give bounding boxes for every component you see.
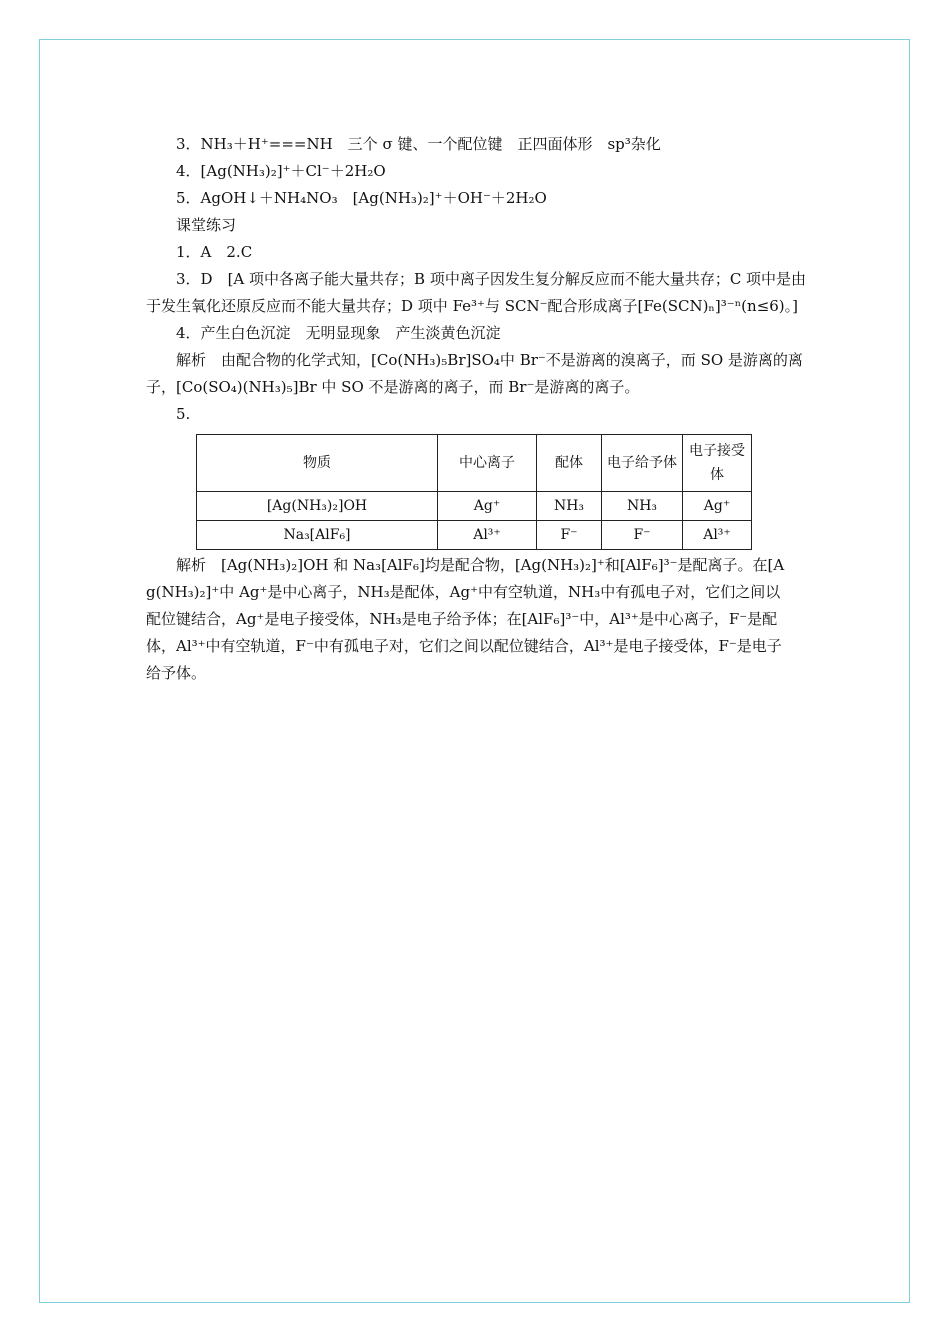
exercise-answer-4: 4．产生白色沉淀 无明显现象 产生淡黄色沉淀	[176, 324, 501, 342]
header-donor: 电子给予体	[602, 435, 683, 492]
exercise-answer-1-2: 1．A 2.C	[176, 243, 253, 261]
header-central-ion: 中心离子	[438, 435, 537, 492]
cell: [Ag(NH₃)₂]OH	[197, 492, 438, 521]
answer-line-4: 4．[Ag(NH₃)₂]⁺＋Cl⁻＋2H₂O	[176, 162, 386, 180]
cell: Ag⁺	[683, 492, 752, 521]
table-container	[196, 434, 816, 550]
cell: Na₃[AlF₆]	[197, 521, 438, 550]
cell: F⁻	[537, 521, 602, 550]
header-substance: 物质	[197, 435, 438, 492]
section-heading: 课堂练习	[176, 216, 237, 234]
cell: F⁻	[602, 521, 683, 550]
cell: NH₃	[537, 492, 602, 521]
exercise-answer-5: 5.	[176, 405, 191, 423]
table-row	[197, 492, 752, 521]
answer-line-3: 3．NH₃＋H⁺===NH 三个 σ 键、一个配位键 正四面体形 sp³杂化	[176, 135, 661, 153]
header-acceptor: 电子接受体	[683, 435, 752, 492]
cell: Al³⁺	[683, 521, 752, 550]
complex-table	[196, 434, 752, 550]
cell: Ag⁺	[438, 492, 537, 521]
exercise-answer-3: 3．D [A 项中各离子能大量共存；B 项中离子因发生复分解反应而不能大量共存；C 项中是由于发生氧化还原反应而不能大量共存；D 项中 Fe³⁺与 SCN⁻配合形成离子[Fe(SCN)ₙ]³⁻ⁿ(n≤6)。]	[146, 270, 807, 315]
analysis-5: 解析 [Ag(NH₃)₂]OH 和 Na₃[AlF₆]均是配合物，[Ag(NH₃)₂]⁺和[AlF₆]³⁻是配离子。在[Ag(NH₃)₂]⁺中 Ag⁺是中心离子，NH₃是配体，Ag⁺中有空轨道，NH₃中有孤电子对，它们之间以配位键结合，Ag⁺是电子接受体，NH₃是电子给予体；在[AlF₆]³⁻中，Al³⁺是中心离子，F⁻是配体，Al³⁺中有空轨道，F⁻中有孤电子对，它们之间以配位键结合，Al³⁺是电子接受体，F⁻是电子给予体。	[146, 556, 785, 682]
document-content	[146, 131, 816, 687]
analysis-4: 解析 由配合物的化学式知，[Co(NH₃)₅Br]SO₄中 Br⁻不是游离的溴离子，而 SO 是游离的离子，[Co(SO₄)(NH₃)₅]Br 中 SO 不是游离的离子，而 Br⁻是游离的离子。	[146, 351, 803, 396]
table-row	[197, 521, 752, 550]
cell: Al³⁺	[438, 521, 537, 550]
table-header-row	[197, 435, 752, 492]
answer-line-5: 5．AgOH↓＋NH₄NO₃ [Ag(NH₃)₂]⁺＋OH⁻＋2H₂O	[176, 189, 547, 207]
cell: NH₃	[602, 492, 683, 521]
header-ligand: 配体	[537, 435, 602, 492]
